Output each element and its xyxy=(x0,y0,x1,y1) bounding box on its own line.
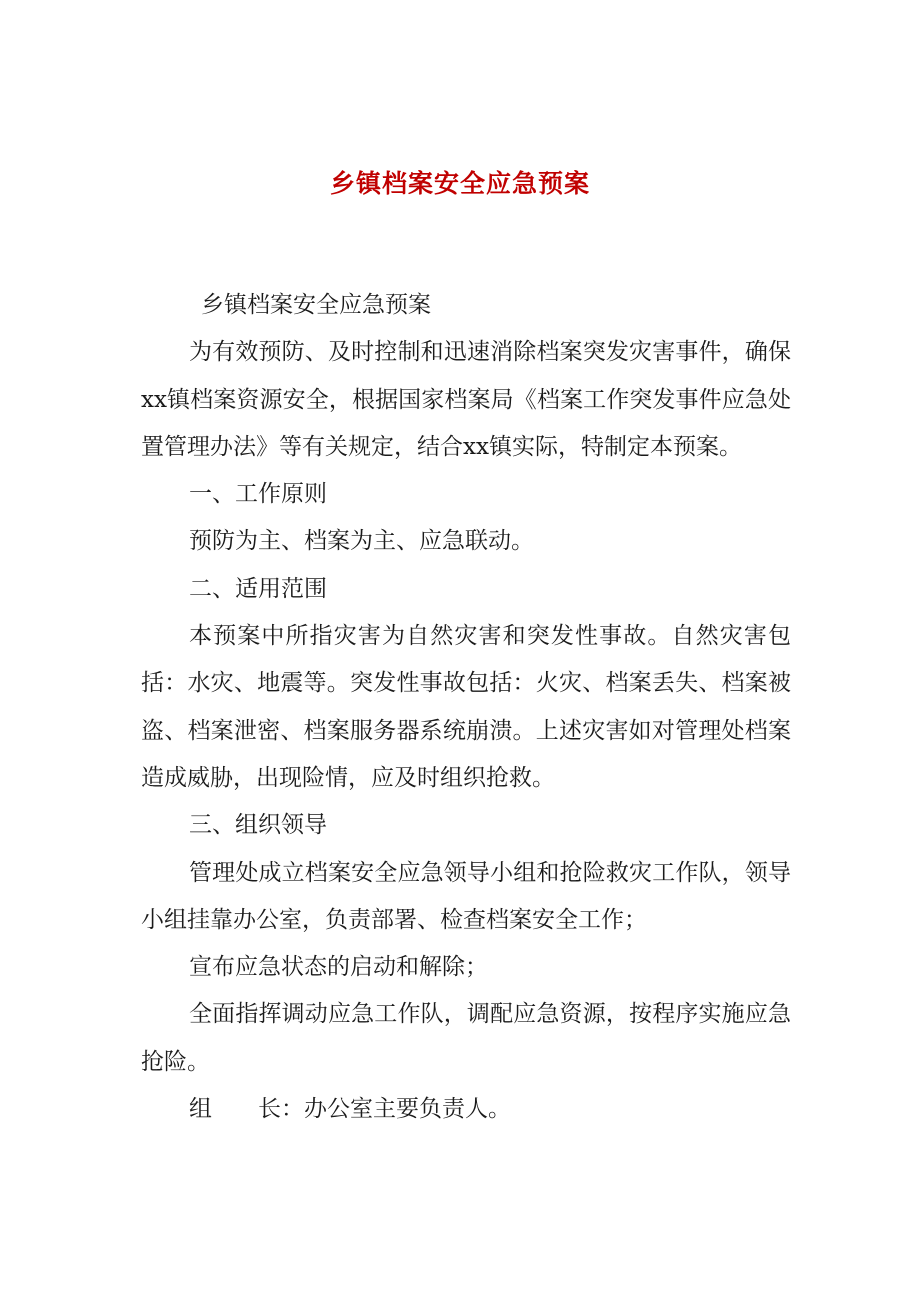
leader-row xyxy=(141,1086,791,1133)
leader-value: 办公室主要负责人。 xyxy=(304,1096,511,1123)
scope-paragraph: 本预案中所指灾害为自然灾害和突发性事故。自然灾害包括：水灾、地震等。突发性事故包括：火灾、档案丢失、档案被盗、档案泄密、档案服务器系统崩溃。上述灾害如对管理处档案造成威胁，出现险情，应及时组织抢救。 xyxy=(141,623,791,791)
principles-paragraph: 预防为主、档案为主、应急联动。 xyxy=(189,528,534,555)
organization-paragraph-2: 宣布应急状态的启动和解除； xyxy=(189,954,488,981)
section-heading-organization: 三、组织领导 xyxy=(189,812,327,839)
leader-label: 组 长： xyxy=(189,1096,304,1123)
intro-paragraph: 为有效预防、及时控制和迅速消除档案突发灾害事件，确保xx镇档案资源安全，根据国家档案局《档案工作突发事件应急处置管理办法》等有关规定，结合xx镇实际，特制定本预案。 xyxy=(141,339,791,460)
section-heading-scope: 二、适用范围 xyxy=(189,575,327,602)
organization-paragraph-1: 管理处成立档案安全应急领导小组和抢险救灾工作队，领导小组挂靠办公室，负责部署、检查档案安全工作； xyxy=(141,859,791,933)
section-heading-principles: 一、工作原则 xyxy=(189,481,327,508)
document-body xyxy=(141,282,791,1133)
document-subtitle: 乡镇档案安全应急预案 xyxy=(201,292,431,318)
document-title: 乡镇档案安全应急预案 xyxy=(329,169,590,198)
organization-paragraph-3: 全面指挥调动应急工作队，调配应急资源，按程序实施应急抢险。 xyxy=(141,1001,791,1075)
